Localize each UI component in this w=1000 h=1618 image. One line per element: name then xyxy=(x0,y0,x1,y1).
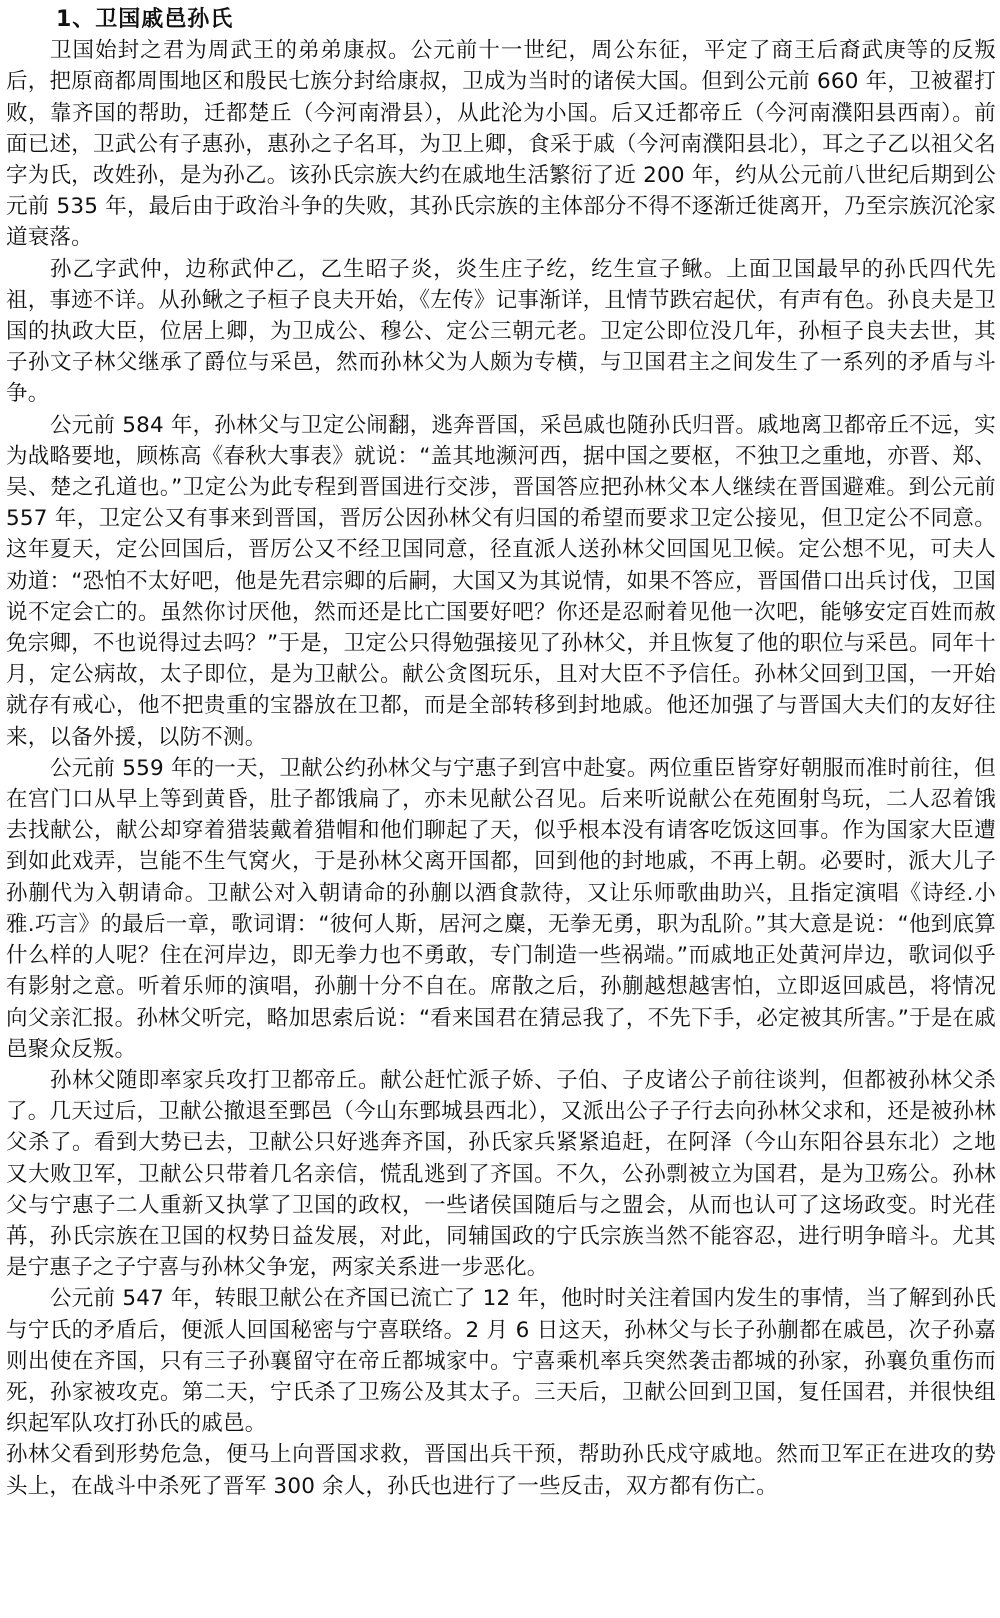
paragraph: 孙林父随即率家兵攻打卫都帝丘。献公赶忙派子娇、子伯、子皮诸公子前往谈判，但都被孙林父杀了。几天过后，卫献公撤退至鄄邑（今山东鄄城县西北），又派出公子子行去向孙林父求和，还是被孙林父杀了。看到大势已去，卫献公只好逃奔齐国，孙氏家兵紧紧追赶，在阿泽（今山东阳谷县东北）之地又大败卫军，卫献公只带着几名亲信，慌乱逃到了齐国。不久，公孙剽被立为国君，是为卫殇公。孙林父与宁惠子二人重新又执掌了卫国的政权，一些诸侯国随后与之盟会，从而也认可了这场政变。时光荏苒，孙氏宗族在卫国的权势日益发展，对此，同辅国政的宁氏宗族当然不能容忍，进行明争暗斗。尤其是宁惠子之子宁喜与孙林父争宠，两家关系进一步恶化。 xyxy=(6,1067,996,1281)
paragraph: 公元前 559 年的一天，卫献公约孙林父与宁惠子到宫中赴宴。两位重臣皆穿好朝服而准时前往，但在宫门口从早上等到黄昏，肚子都饿扁了，亦未见献公召见。后来听说献公在苑囿射鸟玩，二人忍着饿去找献公，献公却穿着猎装戴着猎帽和他们聊起了天，似乎根本没有请客吃饭这回事。作为国家大臣遭到如此戏弄，岂能不生气窝火，于是孙林父离开国都，回到他的封地戚，不再上朝。必要时，派大儿子孙蒯代为入朝请命。卫献公对入朝请命的孙蒯以酒食款待，又让乐师歌曲助兴，且指定演唱《诗经.小雅.巧言》的最后一章，歌词谓：“彼何人斯，居河之麋，无拳无勇，职为乱阶。”其大意是说：“他到底算什么样的人呢？住在河岸边，即无拳力也不勇敢，专门制造一些祸端。”而戚地正处黄河岸边，歌词似乎有影射之意。听着乐师的演唱，孙蒯十分不自在。席散之后，孙蒯越想越害怕，立即返回戚邑，将情况向父亲汇报。孙林父听完，略加思索后说：“看来国君在猜忌我了，不先下手，必定被其所害。”于是在戚邑聚众反叛。 xyxy=(6,755,996,1062)
section-title: 1、卫国戚邑孙氏 xyxy=(56,7,234,32)
paragraph: 卫国始封之君为周武王的弟弟康叔。公元前十一世纪，周公东征，平定了商王后裔武庚等的反叛后，把原商都周围地区和殷民七族分封给康叔，卫成为当时的诸侯大国。但到公元前 660 年，卫被翟打败，靠齐国的帮助，迁都楚丘（今河南滑县），从此沦为小国。后又迁都帝丘（今河南濮阳县西南）。前面已述，卫武公有子惠孙，惠孙之子名耳，为卫上卿，食采于戚（今河南濮阳县北），耳之子乙以祖父名字为氏，改姓孙，是为孙乙。该孙氏宗族大约在戚地生活繁衍了近 200 年，约从公元前八世纪后期到公元前 535 年，最后由于政治斗争的失败，其孙氏宗族的主体部分不得不逐渐迁徙离开，乃至宗族沉沦家道衰落。 xyxy=(6,38,996,251)
paragraph: 孙林父看到形势危急，便马上向晋国求救，晋国出兵干预，帮助孙氏戍守戚地。然而卫军正在进攻的势头上，在战斗中杀死了晋军 300 余人，孙氏也进行了一些反击，双方都有伤亡。 xyxy=(6,1442,996,1499)
paragraph: 公元前 584 年，孙林父与卫定公闹翻，逃奔晋国，采邑戚也随孙氏归晋。戚地离卫都帝丘不远，实为战略要地，顾栋高《春秋大事表》就说：“盖其地濒河西，据中国之要枢，不独卫之重地，亦晋、郑、吴、楚之孔道也。”卫定公为此专程到晋国进行交涉，晋国答应把孙林父本人继续在晋国避难。到公元前 557 年，卫定公又有事来到晋国，晋厉公因孙林父有归国的希望而要求卫定公接见，但卫定公不同意。这年夏天，定公回国后，晋厉公又不经卫国同意，径直派人送孙林父回国见卫候。定公想不见，可夫人劝道：“恐怕不太好吧，他是先君宗卿的后嗣，大国又为其说情，如果不答应，晋国借口出兵讨伐，卫国说不定会亡的。虽然你讨厌他，然而还是比亡国要好吧？你还是忍耐着见他一次吧，能够安定百姓而赦免宗卿，不也说得过去吗？”于是，卫定公只得勉强接见了孙林父，并且恢复了他的职位与采邑。同年十月，定公病故，太子即位，是为卫献公。献公贪图玩乐，且对大臣不予信任。孙林父回到卫国，一开始就存有戒心，他不把贵重的宝器放在卫都，而是全部转移到封地戚。他还加强了与晋国大夫们的友好往来，以备外援，以防不测。 xyxy=(6,412,996,750)
paragraph: 孙乙字武仲，边称武仲乙，乙生昭子炎，炎生庄子纥，纥生宣子鳅。上面卫国最早的孙氏四代先祖，事迹不详。从孙鳅之子桓子良夫开始，《左传》记事渐详，且情节跌宕起伏，有声有色。孙良夫是卫国的执政大臣，位居上卿，为卫成公、穆公、定公三朝元老。卫定公即位没几年，孙桓子良夫去世，其子孙文子林父继承了爵位与采邑，然而孙林父为人颇为专横，与卫国君主之间发生了一系列的矛盾与斗争。 xyxy=(6,256,996,407)
paragraph: 公元前 547 年，转眼卫献公在齐国已流亡了 12 年，他时时关注着国内发生的事情，当了解到孙氏与宁氏的矛盾后，便派人回国秘密与宁喜联络。2 月 6 日这天，孙林父与长子孙蒯都在戚邑，次子孙嘉则出使在齐国，只有三子孙襄留守在帝丘都城家中。宁喜乘机率兵突然袭击都城的孙家，孙襄负重伤而死，孙家被攻克。第二天，宁氏杀了卫殇公及其太子。三天后，卫献公回到卫国，复任国君，并很快组织起军队攻打孙氏的戚邑。 xyxy=(6,1286,996,1437)
